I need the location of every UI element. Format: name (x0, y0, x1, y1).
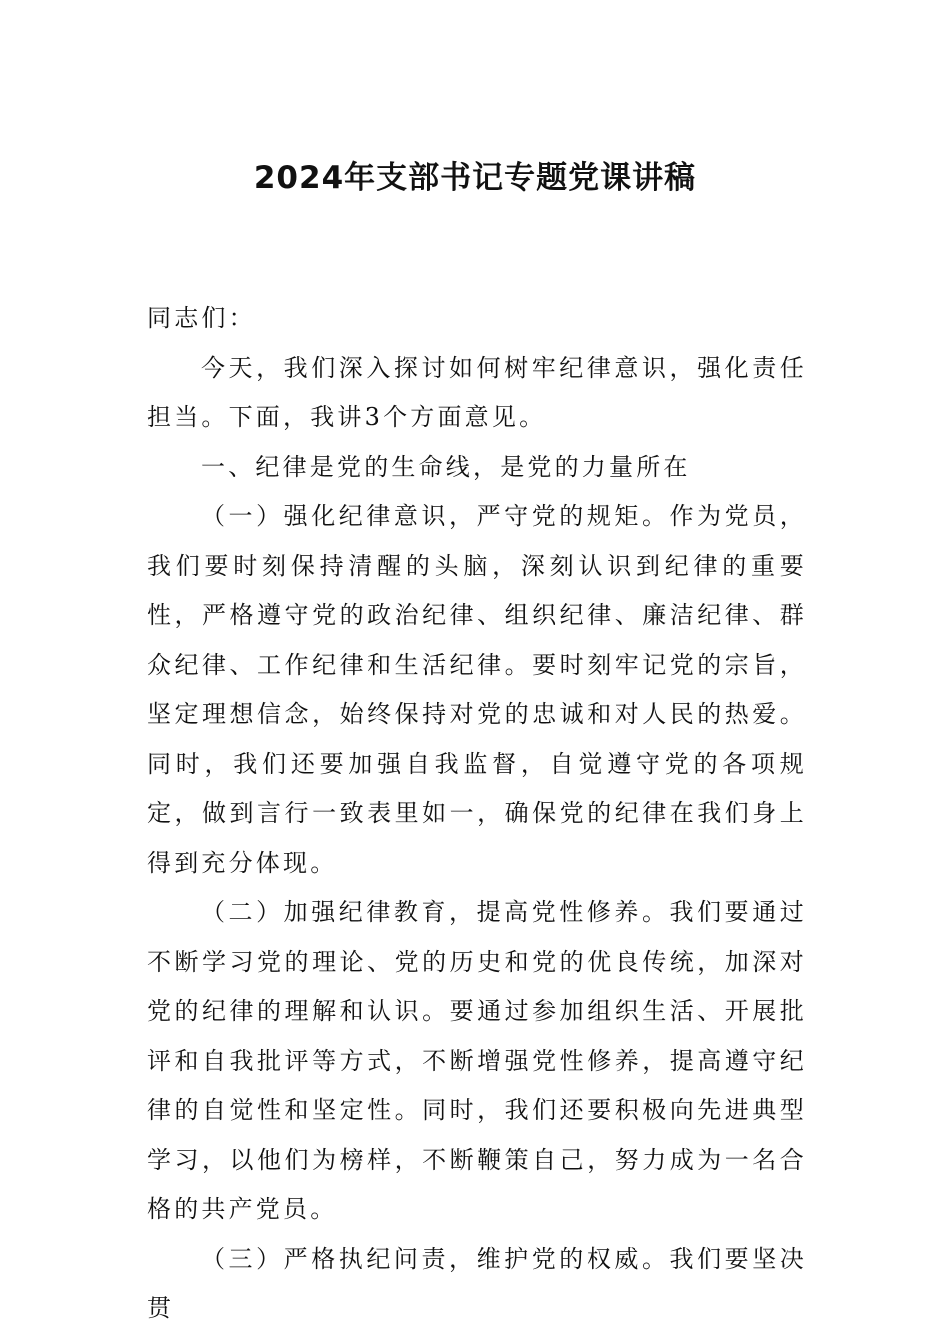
document-body (147, 294, 807, 1334)
document-title: 2024年支部书记专题党课讲稿 (253, 160, 697, 196)
paragraph-1-3: （三）严格执纪问责，维护党的权威。我们要坚决贯 (147, 1244, 807, 1322)
paragraph-intro: 今天，我们深入探讨如何树牢纪律意识，强化责任担当。下面，我讲3个方面意见。 (147, 353, 807, 431)
paragraph-1-1: （一）强化纪律意识，严守党的规矩。作为党员，我们要时刻保持清醒的头脑，深刻认识到纪律的重要性，严格遵守党的政治纪律、组织纪律、廉洁纪律、群众纪律、工作纪律和生活纪律。要时刻牢记党的宗旨，坚定理想信念，始终保持对党的忠诚和对人民的热爱。同时，我们还要加强自我监督，自觉遵守党的各项规定，做到言行一致表里如一，确保党的纪律在我们身上得到充分体现。 (147, 502, 807, 877)
paragraph-1-2: （二）加强纪律教育，提高党性修养。我们要通过不断学习党的理论、党的历史和党的优良传统，加深对党的纪律的理解和认识。要通过参加组织生活、开展批评和自我批评等方式，不断增强党性修养，提高遵守纪律的自觉性和坚定性。同时，我们还要积极向先进典型学习，以他们为榜样，不断鞭策自己，努力成为一名合格的共产党员。 (147, 898, 807, 1223)
section-heading-1: 一、纪律是党的生命线，是党的力量所在 (201, 452, 691, 481)
greeting: 同志们： (147, 304, 256, 332)
